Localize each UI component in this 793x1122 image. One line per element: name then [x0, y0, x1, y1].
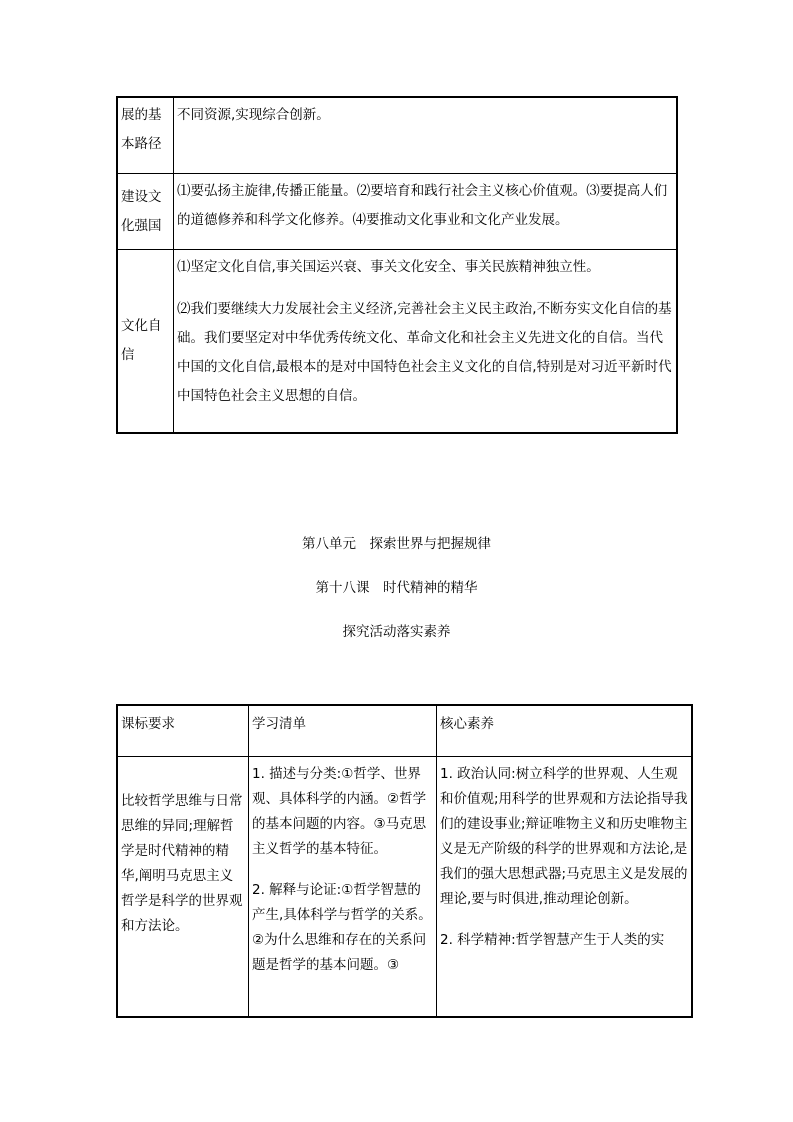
- row-label: 文化自信: [117, 249, 174, 433]
- row-content: [174, 249, 678, 433]
- unit-title: 第八单元 探索世界与把握规律: [302, 536, 491, 552]
- core-literacy-cell: [437, 757, 693, 1018]
- paragraph: 2. 解释与论证:①哲学智慧的产生,具体科学与哲学的关系。②为什么思维和存在的关系问题是哲学的基本问题。③: [252, 882, 432, 973]
- table-row: [117, 757, 692, 1018]
- header-cell: 课标要求: [117, 705, 249, 757]
- table-row: [117, 97, 677, 173]
- lesson-requirements-table: [116, 704, 693, 1018]
- table-row: [117, 173, 677, 249]
- row-content: [174, 173, 678, 249]
- paragraph: 不同资源,实现综合创新。: [177, 107, 330, 123]
- paragraph: ⑴要弘扬主旋律,传播正能量。⑵要培育和践行社会主义核心价值观。⑶要提高人们的道德修养和科学文化修养。⑷要推动文化事业和文化产业发展。: [177, 182, 668, 228]
- paragraph: 2. 科学精神:哲学智慧产生于人类的实: [440, 932, 665, 948]
- table-header-row: [117, 705, 692, 757]
- row-content: [174, 97, 678, 173]
- paragraph: 1. 描述与分类:①哲学、世界观、具体科学的内涵。②哲学的基本问题的内容。③马克思主义哲学的基本特征。: [252, 766, 427, 857]
- study-list-cell: [249, 757, 437, 1018]
- lesson-title: 第十八课 时代精神的精华: [315, 580, 478, 596]
- requirement-cell: 比较哲学思维与日常思维的异同;理解哲学是时代精神的精华,阐明马克思主义哲学是科学的世界观和方法论。: [117, 757, 249, 1018]
- culture-summary-table: [116, 96, 678, 434]
- paragraph: ⑵我们要继续大力发展社会主义经济,完善社会主义民主政治,不断夯实文化自信的基础。我们要坚定对中华优秀传统文化、革命文化和社会主义先进文化的自信。当代中国的文化自信,最根本的是对中国特色社会主义文化的自信,特别是对习近平新时代中国特色社会主义思想的自信。: [177, 300, 672, 404]
- header-cell: 学习清单: [249, 705, 437, 757]
- activity-title: 探究活动落实素养: [342, 624, 451, 640]
- row-label: 展的基本路径: [117, 97, 174, 173]
- row-label: 建设文化强国: [117, 173, 174, 249]
- table-row: [117, 249, 677, 433]
- paragraph: ⑴坚定文化自信,事关国运兴衰、事关文化安全、事关民族精神独立性。: [177, 258, 600, 275]
- paragraph: 1. 政治认同:树立科学的世界观、人生观和价值观;用科学的世界观和方法论指导我们的建设事业;辩证唯物主义和历史唯物主义是无产阶级的科学的世界观和方法论,是我们的强大思想武器;马克思主义是发展的理论,要与时俱进,推动理论创新。: [440, 766, 688, 907]
- header-cell: 核心素养: [437, 705, 693, 757]
